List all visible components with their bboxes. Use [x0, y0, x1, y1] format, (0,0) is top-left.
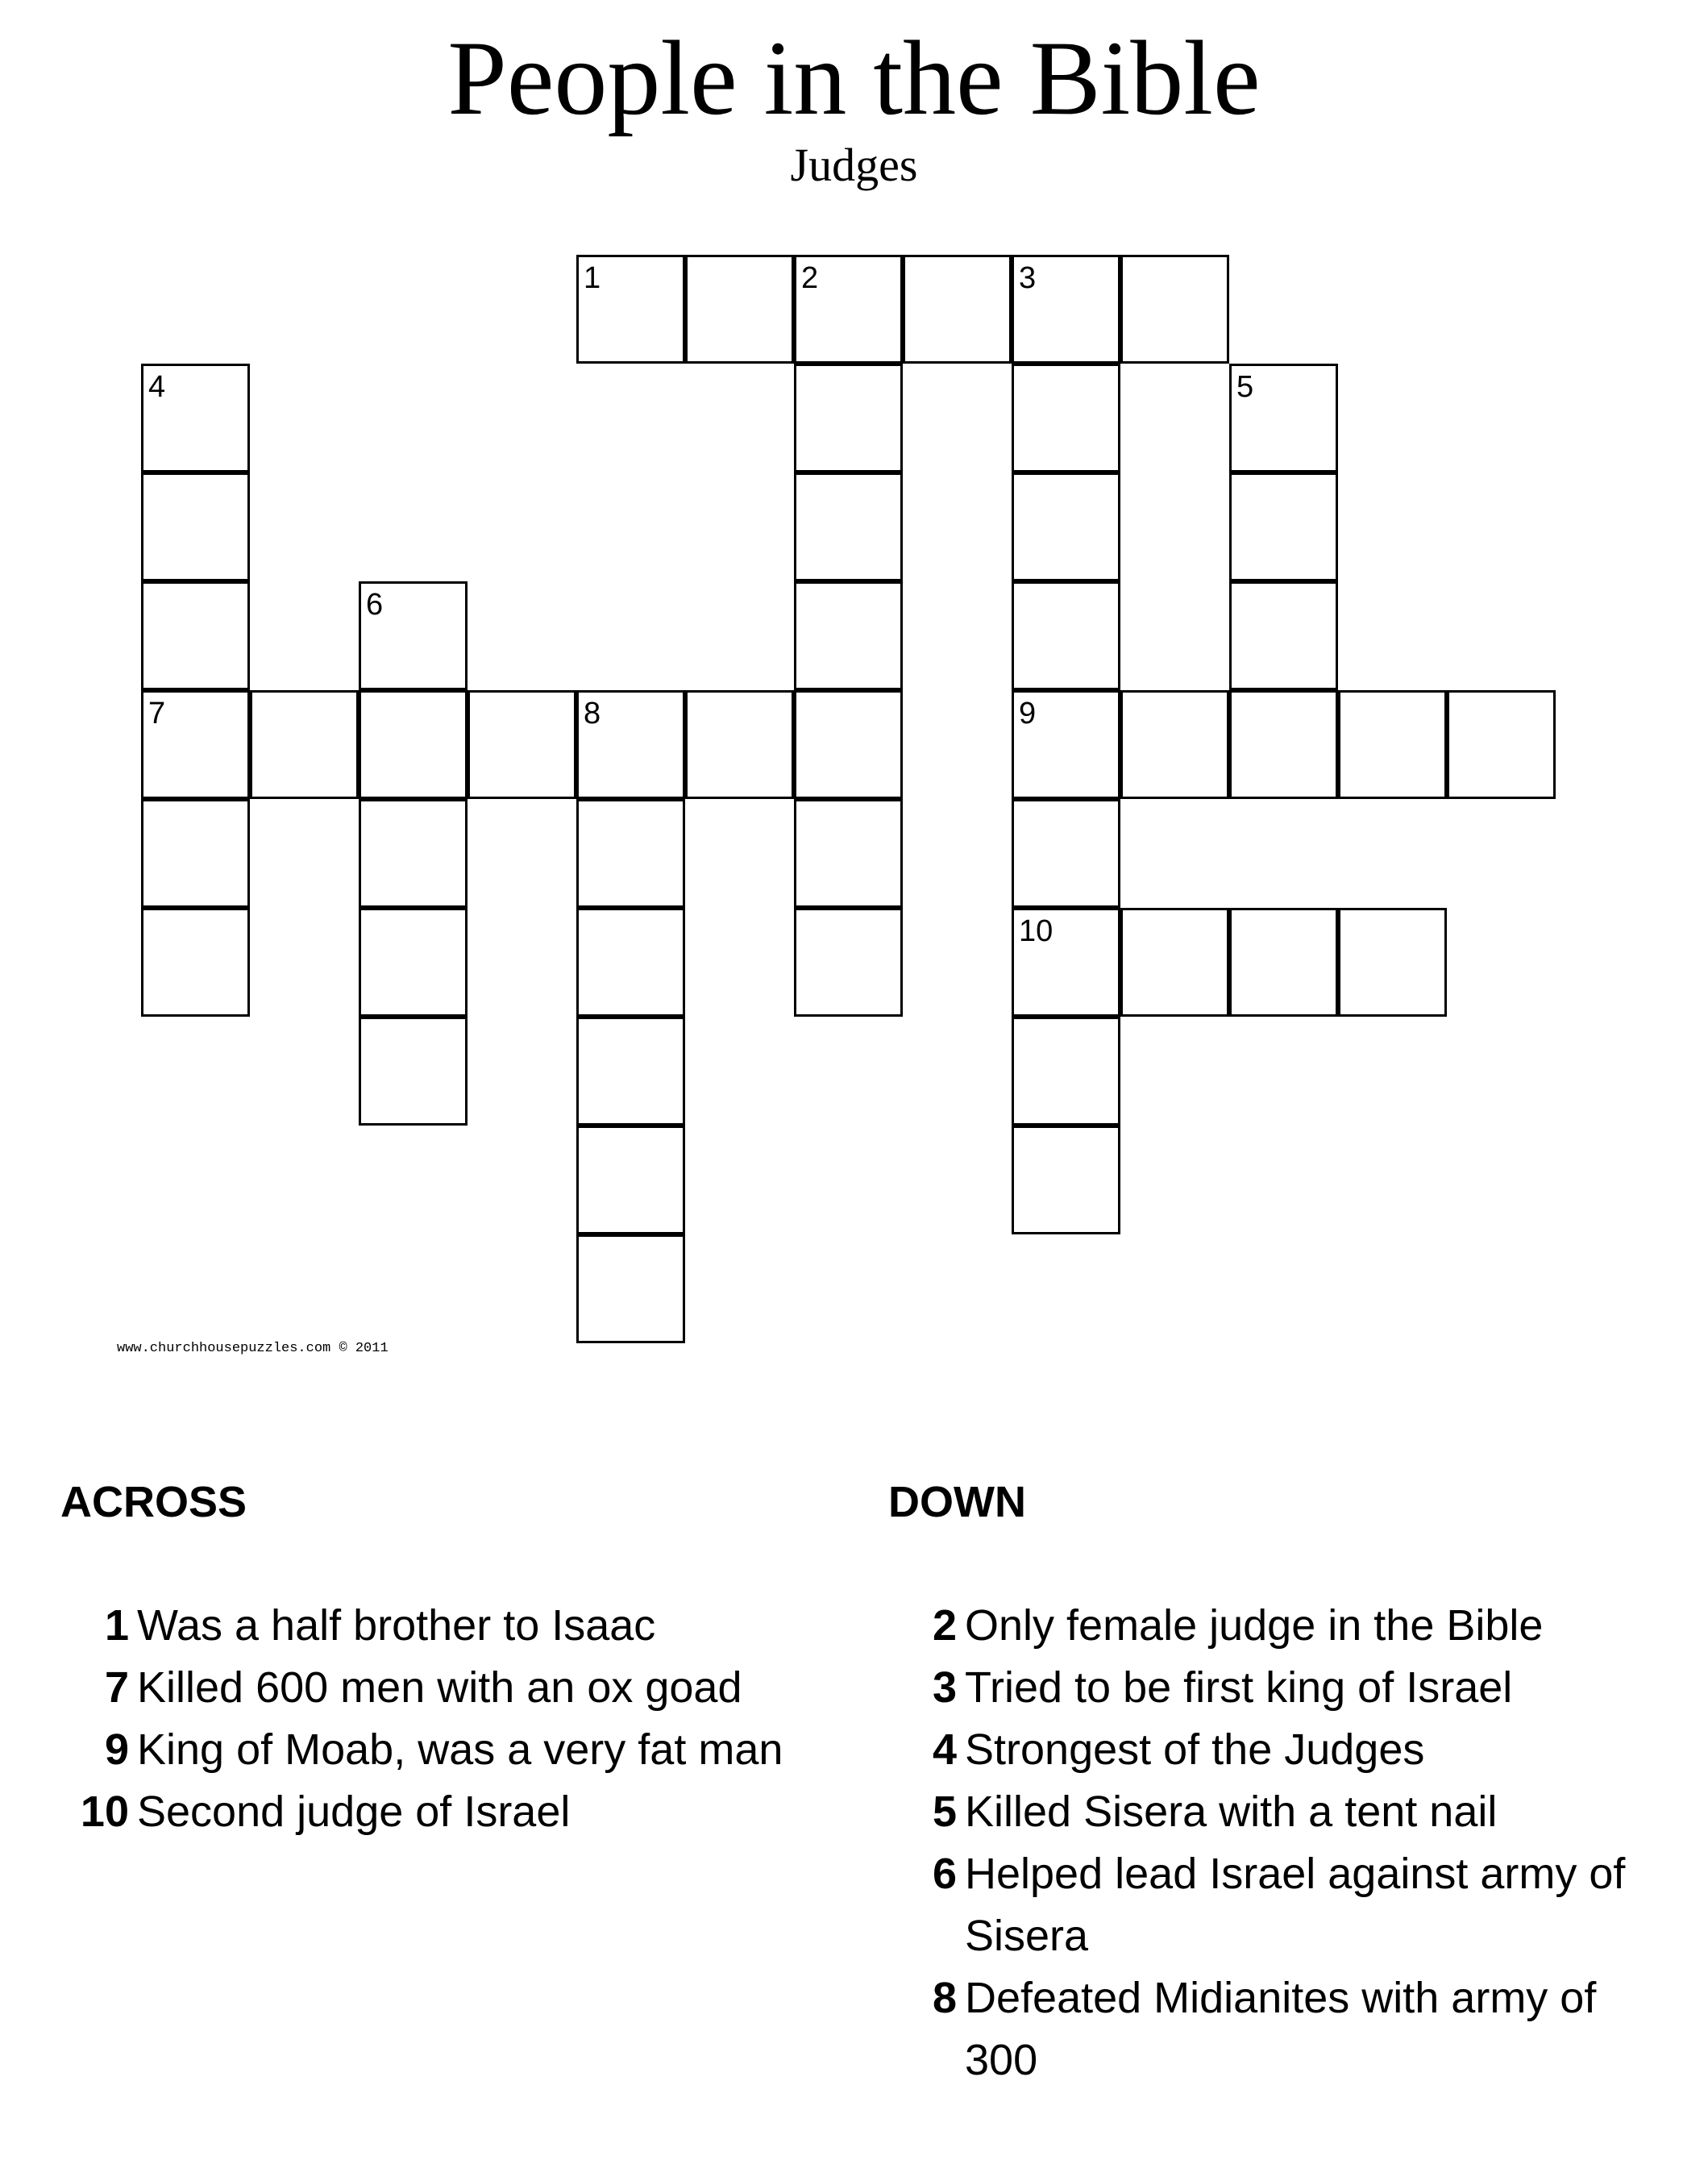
grid-cell[interactable]: [576, 1126, 685, 1234]
grid-cell[interactable]: [359, 799, 468, 908]
clue-text: Strongest of the Judges: [965, 1725, 1425, 1774]
clue-number: 3: [1019, 261, 1037, 295]
clue-number: 2: [801, 261, 819, 295]
grid-cell[interactable]: [1229, 690, 1338, 799]
clue-number: 8: [584, 697, 601, 730]
grid-cell[interactable]: [1338, 908, 1447, 1017]
clue-text: Only female judge in the Bible: [965, 1601, 1544, 1650]
grid-cell[interactable]: [1012, 799, 1120, 908]
down-clue-list: [880, 1595, 1670, 2091]
clue-number: 1: [584, 261, 601, 295]
grid-cell[interactable]: [576, 690, 685, 799]
grid-cell[interactable]: [794, 690, 903, 799]
grid-cell[interactable]: [1229, 364, 1338, 472]
grid-cell[interactable]: [794, 364, 903, 472]
clue-text: King of Moab, was a very fat man: [137, 1725, 783, 1774]
clue-text: Killed 600 men with an ox goad: [137, 1663, 742, 1712]
clue-num: 10: [80, 1788, 129, 1836]
clue-num: 7: [104, 1663, 129, 1712]
grid-cell[interactable]: [576, 1017, 685, 1126]
down-clue: [880, 1595, 1670, 1657]
grid-cell[interactable]: [1229, 581, 1338, 690]
grid-cell[interactable]: [576, 255, 685, 364]
grid-cell[interactable]: [1012, 690, 1120, 799]
clue-number: 6: [366, 588, 384, 622]
puzzle-title: People in the Bible: [447, 19, 1261, 137]
copyright-notice: www.churchhousepuzzles.com © 2011: [117, 1341, 389, 1356]
grid-cell[interactable]: [1012, 1017, 1120, 1126]
clue-num: 1: [104, 1601, 129, 1650]
across-clue: [52, 1719, 842, 1781]
clue-text: Tried to be first king of Israel: [965, 1663, 1513, 1712]
grid-cell[interactable]: [576, 799, 685, 908]
across-heading: ACROSS: [60, 1478, 247, 1526]
grid-cell[interactable]: [794, 908, 903, 1017]
grid-cell[interactable]: [1229, 472, 1338, 581]
grid-cell[interactable]: [576, 1234, 685, 1343]
grid-cell[interactable]: [141, 799, 250, 908]
clue-text: Defeated Midianites with army of 300: [965, 1974, 1597, 2084]
grid-cell[interactable]: [903, 255, 1012, 364]
grid-cell[interactable]: [250, 690, 359, 799]
clue-text: Was a half brother to Isaac: [137, 1601, 656, 1650]
clue-number: 9: [1019, 697, 1037, 730]
grid-cell[interactable]: [794, 255, 903, 364]
down-clue: [880, 1657, 1670, 1719]
across-clue-list: [52, 1595, 842, 1843]
grid-cell[interactable]: [1338, 690, 1447, 799]
grid-cell[interactable]: [1012, 908, 1120, 1017]
grid-cell[interactable]: [794, 799, 903, 908]
clue-num: 5: [932, 1788, 957, 1836]
grid-cell[interactable]: [685, 690, 794, 799]
clue-num: 2: [932, 1601, 957, 1650]
down-clue: [880, 1781, 1670, 1843]
grid-cell[interactable]: [359, 908, 468, 1017]
grid-cell[interactable]: [1012, 1126, 1120, 1234]
down-heading: DOWN: [888, 1478, 1026, 1526]
grid-cell[interactable]: [1012, 472, 1120, 581]
grid-cell[interactable]: [794, 472, 903, 581]
puzzle-subtitle: Judges: [790, 139, 918, 191]
grid-cell[interactable]: [141, 690, 250, 799]
grid-cell[interactable]: [359, 1017, 468, 1126]
grid-cell[interactable]: [141, 472, 250, 581]
grid-cell[interactable]: [359, 690, 468, 799]
grid-cell[interactable]: [1229, 908, 1338, 1017]
clue-number: 4: [148, 370, 166, 404]
clue-num: 6: [932, 1850, 957, 1898]
clue-num: 3: [932, 1663, 957, 1712]
down-clue: [880, 1967, 1670, 2091]
clue-num: 8: [932, 1974, 957, 2022]
grid-cell[interactable]: [1447, 690, 1556, 799]
grid-cell[interactable]: [141, 908, 250, 1017]
clue-num: 9: [104, 1725, 129, 1774]
across-clue: [52, 1595, 842, 1657]
clue-num: 4: [932, 1725, 957, 1774]
clue-text: Second judge of Israel: [137, 1788, 571, 1836]
grid-cell[interactable]: [468, 690, 576, 799]
clue-text: Killed Sisera with a tent nail: [965, 1788, 1498, 1836]
grid-cell[interactable]: [141, 364, 250, 472]
clue-number: 7: [148, 697, 166, 730]
grid-cell[interactable]: [1120, 690, 1229, 799]
grid-cell[interactable]: [1012, 581, 1120, 690]
grid-cell[interactable]: [1012, 364, 1120, 472]
clue-number: 5: [1236, 370, 1254, 404]
down-clue: [880, 1843, 1670, 1967]
across-clue: [52, 1781, 842, 1843]
grid-cell[interactable]: [1120, 908, 1229, 1017]
grid-cell[interactable]: [1012, 255, 1120, 364]
grid-cell[interactable]: [141, 581, 250, 690]
clue-number: 10: [1019, 914, 1053, 948]
clue-text: Helped lead Israel against army of Sisera: [965, 1850, 1626, 1960]
grid-cell[interactable]: [685, 255, 794, 364]
grid-cell[interactable]: [794, 581, 903, 690]
across-clue: [52, 1657, 842, 1719]
down-clue: [880, 1719, 1670, 1781]
grid-cell[interactable]: [359, 581, 468, 690]
grid-cell[interactable]: [576, 908, 685, 1017]
grid-cell[interactable]: [1120, 255, 1229, 364]
